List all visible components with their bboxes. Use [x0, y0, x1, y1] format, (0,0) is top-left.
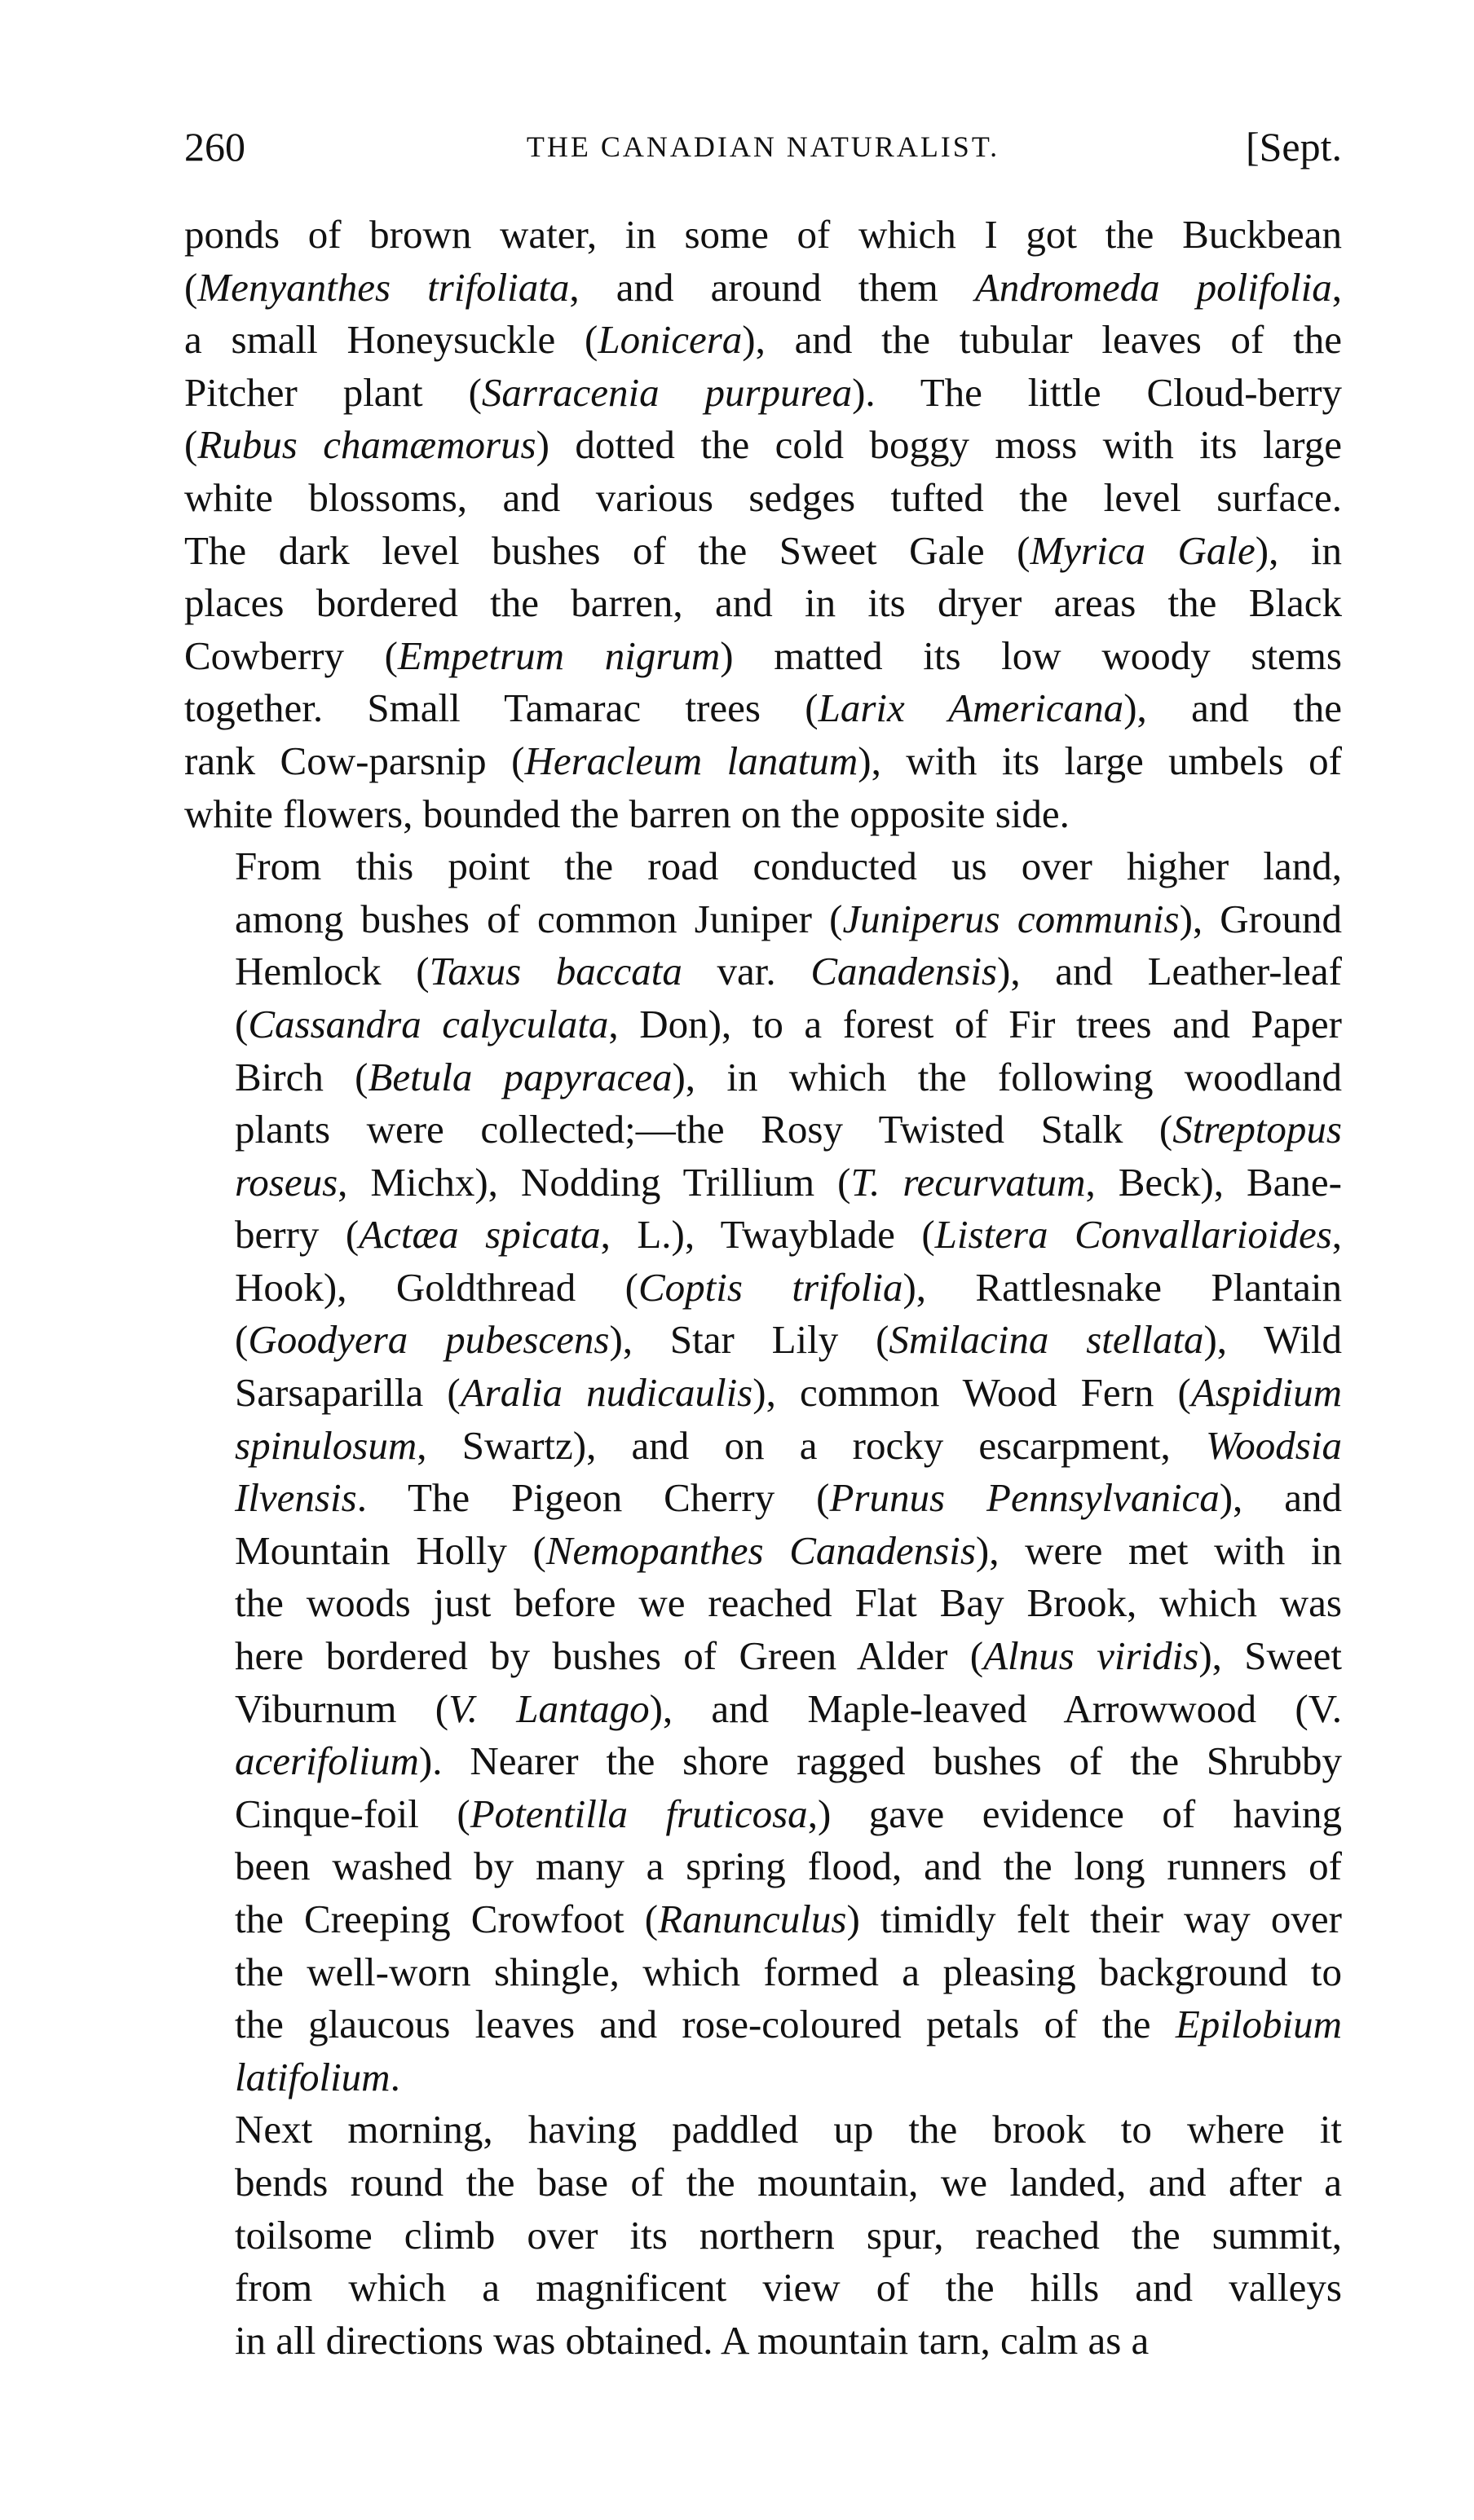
text-line: the well-worn shingle, which formed a pleasing background to [235, 1949, 1342, 1994]
text-line: The dark level bushes of the Sweet Gale (Myrica Gale), in [184, 527, 1342, 573]
text-line: here bordered by bushes of Green Alder (Alnus viridis), Sweet [235, 1633, 1343, 1679]
text-line: Birch (Betula papyracea), in which the following woodland [235, 1054, 1342, 1099]
text-line: plants were collected;—the Rosy Twisted Stalk (Streptopus [235, 1107, 1342, 1152]
text-line: From this point the road conducted us over higher land, [235, 844, 1342, 889]
text-line: latifolium. [235, 2054, 400, 2099]
page-number: 260 [184, 124, 245, 170]
journal-title: THE CANADIAN NATURALIST. [526, 130, 1000, 163]
text-line: rank Cow-parsnip (Heracleum lanatum), with its large umbels of [184, 738, 1342, 783]
text-line: white flowers, bounded the barren on the opposite side. [184, 791, 1070, 836]
book-page [184, 114, 1342, 2367]
text-line: among bushes of common Juniper (Juniperus communis), Ground [235, 896, 1342, 941]
text-line: white blossoms, and various sedges tufted the level surface. [184, 474, 1342, 520]
running-head [184, 114, 1342, 179]
text-line: the woods just before we reached Flat Bay Brook, which was [235, 1580, 1342, 1626]
text-line: roseus, Michx), Nodding Trillium (T. recurvatum, Beck), Bane- [235, 1159, 1342, 1205]
paragraph [184, 2104, 1342, 2367]
text-line: together. Small Tamarac trees (Larix Americana), and the [184, 685, 1342, 731]
text-line: (Menyanthes trifoliata, and around them Andromeda polifolia, [184, 264, 1342, 310]
text-line: the Creeping Crowfoot (Ranunculus) timidly felt their way over [235, 1897, 1342, 1941]
text-line: ponds of brown water, in some of which I got the Buckbean [184, 212, 1342, 257]
text-line: in all directions was obtained. A mountain tarn, calm as a [235, 2317, 1150, 2363]
text-line: berry (Actæa spicata, L.), Twayblade (Listera Convallarioides, [235, 1212, 1343, 1258]
text-line: been washed by many a spring flood, and the long runners of [235, 1844, 1342, 1889]
text-line: Hemlock (Taxus baccata var. Canadensis), and Leather-leaf [235, 949, 1342, 994]
text-line: (Cassandra calyculata, Don), to a forest of Fir trees and Paper [235, 1001, 1342, 1046]
text-line: Hook), Goldthread (Coptis trifolia), Rattlesnake Plantain [235, 1264, 1342, 1310]
text-line: Mountain Holly (Nemopanthes Canadensis), were met with in [235, 1527, 1342, 1573]
text-line: a small Honeysuckle (Lonicera), and the tubular leaves of the [184, 317, 1342, 363]
paragraph [184, 209, 1342, 840]
text-line: the glaucous leaves and rose-coloured petals of the Epilobium [235, 2002, 1342, 2047]
text-line: spinulosum, Swartz), and on a rocky escarpment, Woodsia [235, 1422, 1342, 1468]
text-line: Pitcher plant (Sarracenia purpurea). The little Cloud-berry [184, 369, 1342, 415]
text-line: Ilvensis. The Pigeon Cherry (Prunus Pennsylvanica), and [235, 1475, 1342, 1521]
text-line: Sarsaparilla (Aralia nudicaulis), common Wood Fern (Aspidium [235, 1370, 1342, 1416]
text-line: acerifolium). Nearer the shore ragged bushes of the Shrubby [235, 1738, 1342, 1784]
text-line: Viburnum (V. Lantago), and Maple-leaved Arrowwood (V. [235, 1685, 1343, 1731]
text-line: bends round the base of the mountain, we landed, and after a [235, 2159, 1342, 2205]
paragraph [184, 840, 1342, 2104]
text-line: Cowberry (Empetrum nigrum) matted its low woody stems [184, 632, 1342, 678]
text-line: toilsome climb over its northern spur, reached the summit, [235, 2212, 1342, 2258]
text-line: (Goodyera pubescens), Star Lily (Smilacina stellata), Wild [235, 1317, 1342, 1363]
body-text [184, 209, 1342, 2367]
text-line: Next morning, having paddled up the brook to where it [235, 2107, 1342, 2152]
text-line: (Rubus chamæmorus) dotted the cold boggy moss with its large [184, 422, 1342, 468]
text-line: Cinque-foil (Potentilla fruticosa,) gave evidence of having [235, 1791, 1342, 1836]
text-line: places bordered the barren, and in its dryer areas the Black [184, 580, 1342, 626]
text-line: from which a magnificent view of the hills and valleys [235, 2265, 1342, 2311]
issue-month: [Sept. [1245, 124, 1342, 170]
